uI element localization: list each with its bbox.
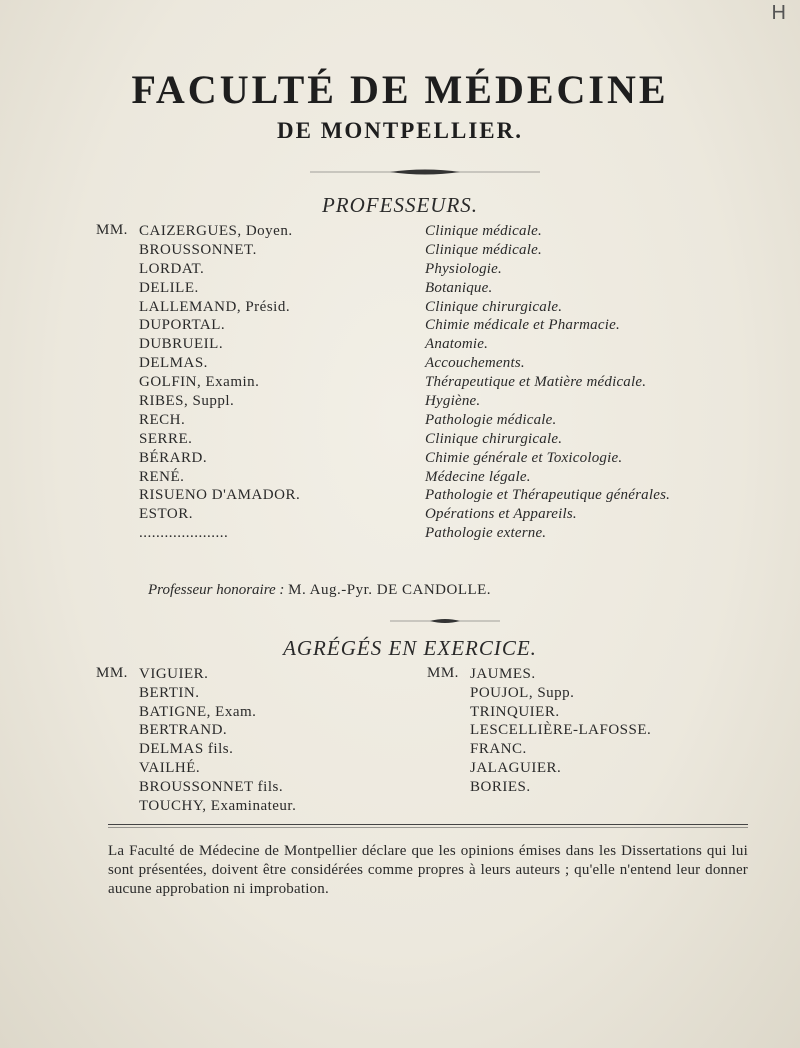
professor-chair: Clinique chirurgicale. (425, 298, 563, 315)
professor-name: DELMAS. (139, 355, 208, 372)
professor-name: ESTOR. (139, 506, 193, 523)
professeurs-heading: PROFESSEURS. (321, 193, 479, 217)
professor-name: DUPORTAL. (139, 317, 226, 334)
honoraire-label: Professeur honoraire : (148, 582, 285, 598)
agrege-name: TOUCHY, Examinateur. (139, 797, 297, 814)
professor-chair: Accouchements. (425, 355, 525, 372)
professor-chair: Clinique médicale. (425, 241, 542, 258)
agrege-name: VAILHÉ. (139, 759, 201, 776)
professor-name: RECH. (139, 411, 186, 428)
professor-name: RENÉ. (139, 468, 185, 485)
professor-chair: Pathologie médicale. (425, 411, 557, 428)
agrege-name: TRINQUIER. (470, 703, 560, 720)
agrege-name: JALAGUIER. (470, 759, 562, 776)
small-ornament (390, 617, 500, 625)
professor-name: LORDAT. (139, 260, 205, 277)
agreges-heading: AGRÉGÉS EN EXERCICE. (283, 636, 537, 660)
agrege-name: VIGUIER. (139, 666, 209, 682)
agrege-name: BATIGNE, Exam. (139, 703, 257, 720)
corner-mark: H (771, 2, 786, 24)
professor-name: RIBES, Suppl. (139, 393, 235, 410)
professor-chair: Clinique chirurgicale. (425, 430, 563, 447)
professor-chair: Hygiène. (425, 393, 481, 410)
professor-name: LALLEMAND, Présid. (139, 298, 291, 315)
agrege-name: BERTRAND. (139, 722, 228, 739)
agrege-name: POUJOL, Supp. (470, 684, 575, 701)
faculty-subtitle: DE MONTPELLIER. (277, 118, 523, 143)
professor-chair: Pathologie externe. (425, 525, 547, 542)
professor-name: SERRE. (139, 430, 193, 447)
professor-name: CAIZERGUES, Doyen. (139, 223, 293, 239)
professor-chair: Thérapeutique et Matière médicale. (425, 374, 647, 391)
agrege-name: BERTIN. (139, 684, 200, 701)
agrege-name: DELMAS fils. (139, 741, 234, 758)
professor-chair: Anatomie. (425, 336, 489, 353)
ornament-rule (310, 168, 540, 176)
professor-name: DELILE. (139, 279, 199, 296)
agrege-name: BROUSSONNET fils. (139, 778, 284, 795)
professor-chair: Opérations et Appareils. (425, 506, 577, 523)
agrege-name: LESCELLIÈRE-LAFOSSE. (470, 722, 652, 739)
professor-name: GOLFIN, Examin. (139, 374, 260, 391)
agrege-name: FRANC. (470, 741, 527, 758)
professor-chair: Pathologie et Thérapeutique générales. (425, 487, 671, 504)
professeurs-prefix: MM. (96, 222, 128, 238)
professor-chair: Chimie médicale et Pharmacie. (425, 317, 620, 334)
professor-chair: Clinique médicale. (425, 223, 542, 239)
professor-chair: Chimie générale et Toxicologie. (425, 449, 623, 466)
professor-name: ..................... (139, 525, 229, 542)
agrege-name: BORIES. (470, 778, 531, 795)
agrege-name: JAUMES. (470, 666, 536, 682)
agreges-right-prefix: MM. (427, 665, 459, 681)
professor-name: BÉRARD. (139, 449, 208, 466)
professor-name: DUBRUEIL. (139, 336, 224, 353)
double-rule (108, 823, 748, 829)
professeurs-names (139, 222, 300, 543)
professor-chair: Botanique. (425, 279, 493, 296)
agreges-right-list (470, 665, 651, 797)
agreges-left-list (139, 665, 296, 815)
professor-chair: Médecine légale. (425, 468, 531, 485)
agreges-left-prefix: MM. (96, 665, 128, 681)
disclaimer-notice: La Faculté de Médecine de Montpellier déclare que les opinions émises dans les Dissertations qui lui sont présentées, doivent être considérées comme propres à leurs auteurs ; qu'elle n'entend leur donner aucune approbation ni improbation. (108, 843, 748, 897)
professor-name: RISUENO D'AMADOR. (139, 487, 301, 504)
professor-chair: Physiologie. (425, 260, 502, 277)
faculty-title: FACULTÉ DE MÉDECINE (131, 67, 669, 112)
professor-name: BROUSSONNET. (139, 241, 257, 258)
honoraire-name: M. Aug.-Pyr. DE CANDOLLE. (288, 582, 492, 598)
professeur-honoraire (148, 582, 491, 599)
professeurs-chairs (425, 222, 670, 543)
